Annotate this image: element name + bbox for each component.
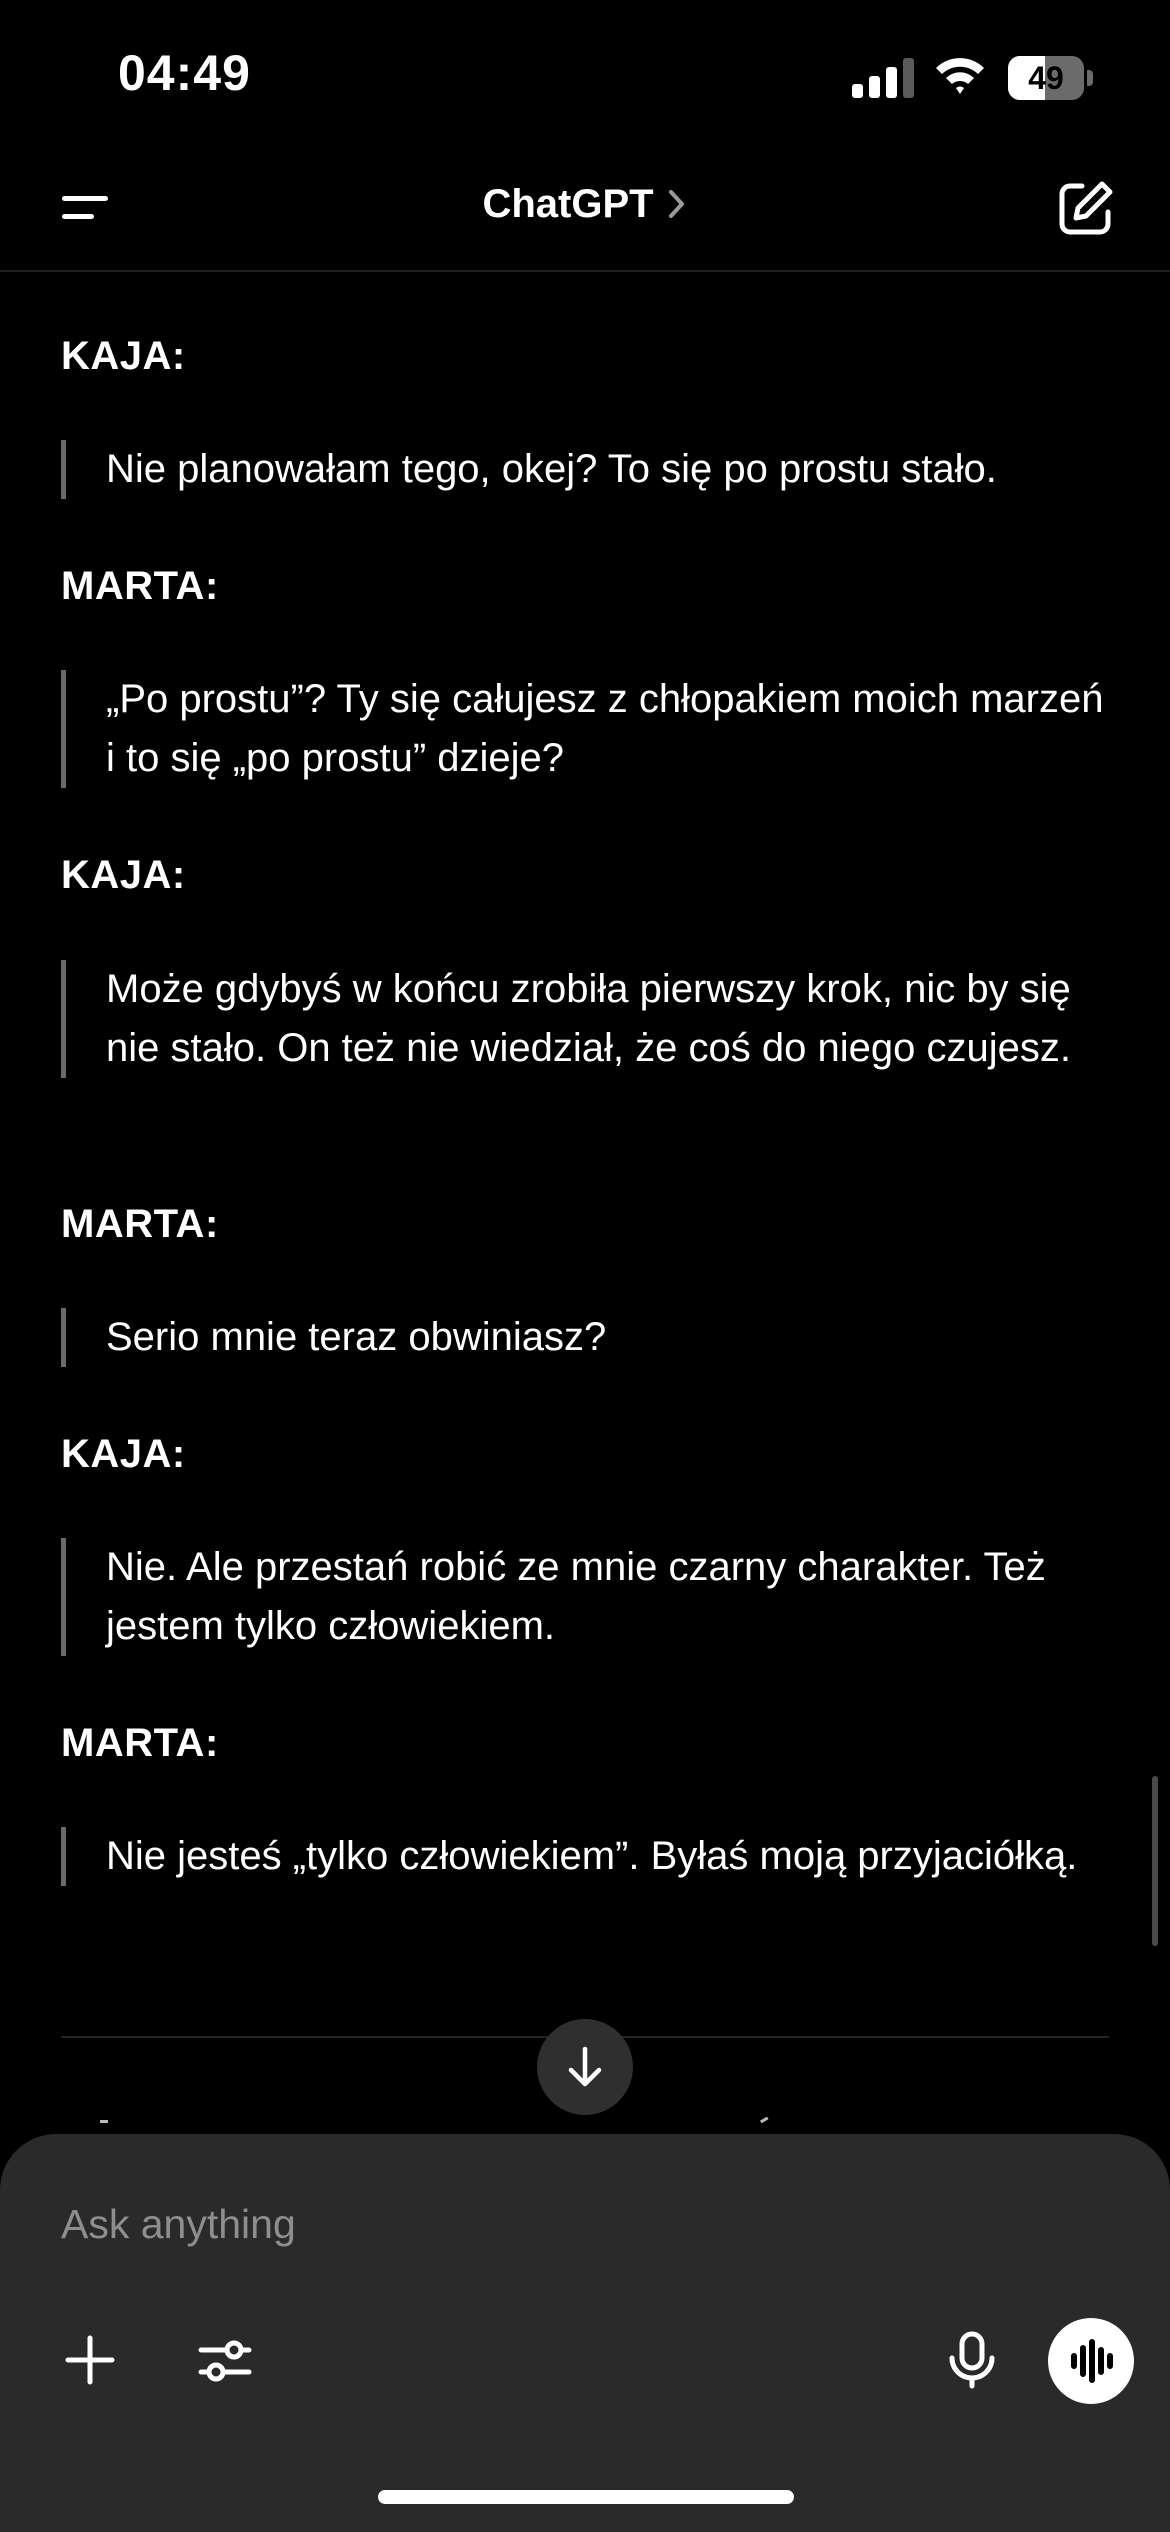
- speaker-label: KAJA:: [61, 334, 186, 378]
- microphone-icon[interactable]: [940, 2328, 1004, 2392]
- chevron-right-icon: [666, 187, 688, 221]
- cut-off-text-fragment: [760, 2117, 772, 2130]
- battery-body: [1008, 56, 1084, 100]
- wifi-icon: [934, 54, 986, 96]
- speaker-label: MARTA:: [61, 1202, 219, 1246]
- header-title: ChatGPT: [482, 181, 654, 226]
- status-bar: [0, 0, 1170, 150]
- status-time: 04:49: [118, 45, 251, 101]
- conversation: [0, 274, 1170, 2134]
- cellular-signal-icon: [852, 58, 916, 98]
- plus-icon[interactable]: [58, 2328, 122, 2392]
- dialogue-quote: Nie jesteś „tylko człowiekiem”. Byłaś moją przyjaciółką.: [61, 1827, 1111, 1886]
- arrow-down-icon: [537, 2019, 633, 2115]
- speaker-label: KAJA:: [61, 853, 186, 897]
- battery-level: 49: [1028, 60, 1064, 96]
- speaker-label: KAJA:: [61, 1432, 186, 1476]
- battery-cap: [1087, 70, 1093, 86]
- cut-off-text-fragment: [100, 2120, 108, 2130]
- home-indicator: [378, 2490, 794, 2504]
- dialogue-quote: Nie planowałam tego, okej? To się po prostu stało.: [61, 440, 1111, 499]
- composer: [0, 2134, 1170, 2532]
- voice-waveform-icon: [1048, 2318, 1134, 2404]
- message-input[interactable]: [61, 2194, 1061, 2254]
- dialogue-quote: Może gdybyś w końcu zrobiła pierwszy krok, nic by się nie stało. On też nie wiedział, że coś do niego czujesz.: [61, 960, 1111, 1078]
- speaker-label: MARTA:: [61, 1721, 219, 1765]
- dialogue-quote: Serio mnie teraz obwiniasz?: [61, 1308, 1111, 1367]
- chat-header: [0, 150, 1170, 272]
- voice-mode-button[interactable]: [1048, 2318, 1134, 2404]
- scroll-to-bottom-button[interactable]: [537, 2019, 633, 2115]
- battery-icon: [1008, 56, 1092, 100]
- scrollbar[interactable]: [1152, 1776, 1158, 1946]
- new-chat-icon[interactable]: [1056, 178, 1116, 238]
- model-selector[interactable]: [0, 180, 1170, 227]
- dialogue-quote: Nie. Ale przestań robić ze mnie czarny charakter. Też jestem tylko człowiekiem.: [61, 1538, 1111, 1656]
- dialogue-quote: „Po prostu”? Ty się całujesz z chłopakiem moich marzeń i to się „po prostu” dzieje?: [61, 670, 1111, 788]
- sliders-icon[interactable]: [193, 2328, 257, 2392]
- speaker-label: MARTA:: [61, 564, 219, 608]
